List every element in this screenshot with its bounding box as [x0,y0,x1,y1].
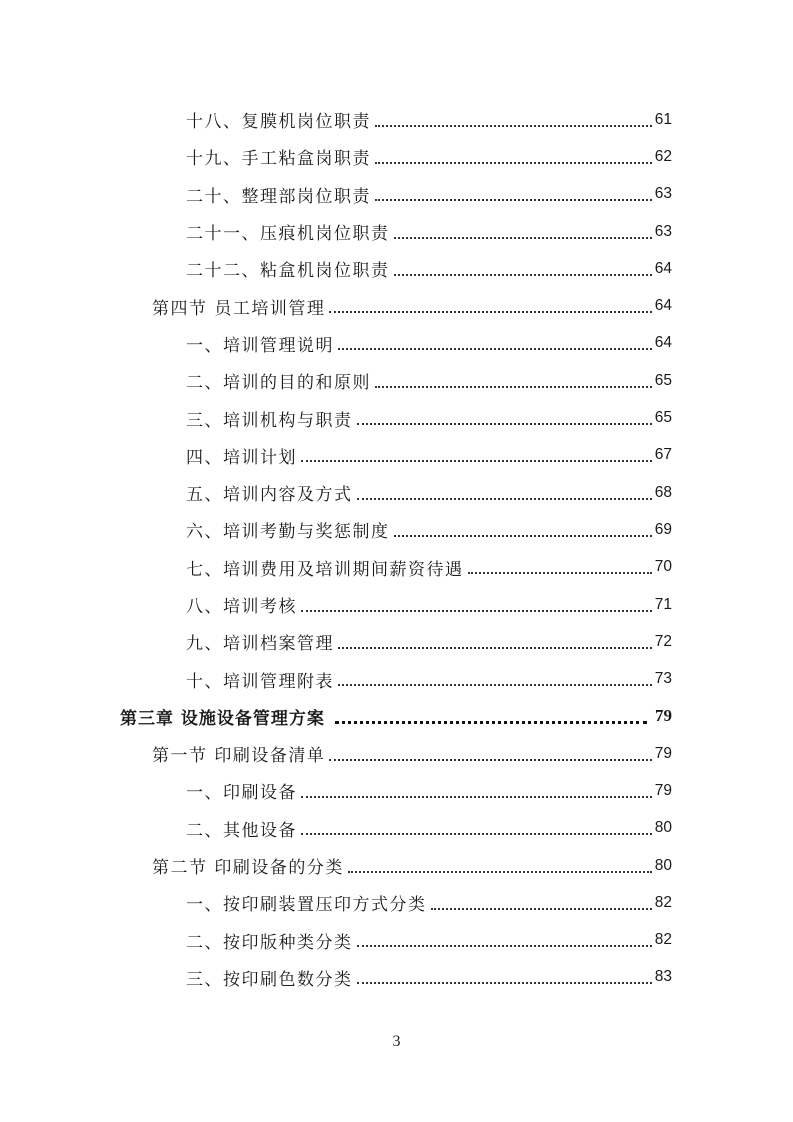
toc-entry-title: 十九、手工粘盒岗职责 [186,149,371,170]
toc-entry-page: 69 [654,520,672,538]
toc-entry-title: 二十二、粘盒机岗位职责 [186,261,390,282]
toc-dot-leader [357,945,652,947]
toc-entry-page: 61 [654,110,672,128]
toc-entry-page: 83 [654,968,672,986]
toc-item-entry[interactable] [0,176,793,213]
toc-entry-title: 第四节 员工培训管理 [152,298,326,319]
table-of-contents [0,101,793,996]
toc-entry-title: 二、培训的目的和原则 [186,373,371,394]
toc-entry-page: 79 [655,706,672,726]
toc-entry-title: 二十、整理部岗位职责 [186,186,371,207]
toc-item-entry[interactable] [0,959,793,996]
toc-entry-title: 五、培训内容及方式 [186,485,353,506]
toc-item-entry[interactable] [0,101,793,138]
toc-entry-title: 第一节 印刷设备清单 [152,746,326,767]
toc-dot-leader [357,498,652,500]
toc-entry-page: 71 [654,595,672,613]
toc-item-entry[interactable] [0,437,793,474]
toc-dot-leader [301,796,652,798]
toc-dot-leader [335,721,647,724]
toc-entry-title: 一、印刷设备 [186,783,297,804]
toc-item-entry[interactable] [0,138,793,175]
toc-entry-title: 二十一、压痕机岗位职责 [186,224,390,245]
toc-item-entry[interactable] [0,772,793,809]
toc-entry-title: 十八、复膜机岗位职责 [186,112,371,133]
toc-dot-leader [338,348,652,350]
toc-entry-title: 三、按印刷色数分类 [186,969,353,990]
toc-entry-page: 70 [654,558,672,576]
toc-entry-page: 64 [654,334,672,352]
toc-entry-title: 十、培训管理附表 [186,671,334,692]
toc-entry-page: 62 [654,147,672,165]
toc-item-entry[interactable] [0,586,793,623]
toc-entry-title: 一、按印刷装置压印方式分类 [186,895,427,916]
toc-dot-leader [329,759,651,761]
toc-chapter-entry[interactable] [0,698,793,735]
toc-dot-leader [394,237,652,239]
toc-dot-leader [375,386,652,388]
toc-item-entry[interactable] [0,884,793,921]
toc-entry-page: 65 [654,409,672,427]
toc-entry-page: 68 [654,483,672,501]
toc-entry-title: 第二节 印刷设备的分类 [152,858,344,879]
toc-entry-title: 一、培训管理说明 [186,335,334,356]
toc-entry-page: 80 [654,856,672,874]
toc-section-entry[interactable] [0,287,793,324]
toc-entry-page: 63 [654,222,672,240]
toc-entry-page: 79 [654,744,672,762]
toc-entry-page: 79 [654,781,672,799]
toc-entry-page: 65 [654,371,672,389]
toc-dot-leader [468,572,652,574]
toc-dot-leader [357,423,652,425]
toc-dot-leader [394,274,652,276]
toc-item-entry[interactable] [0,922,793,959]
toc-entry-page: 64 [654,259,672,277]
toc-entry-title: 三、培训机构与职责 [186,410,353,431]
toc-dot-leader [338,647,652,649]
toc-item-entry[interactable] [0,660,793,697]
toc-dot-leader [394,535,652,537]
toc-entry-page: 72 [654,632,672,650]
toc-item-entry[interactable] [0,810,793,847]
toc-dot-leader [301,833,652,835]
toc-entry-title: 二、按印版种类分类 [186,932,353,953]
toc-entry-title: 九、培训档案管理 [186,634,334,655]
toc-item-entry[interactable] [0,511,793,548]
toc-dot-leader [357,982,652,984]
toc-section-entry[interactable] [0,847,793,884]
toc-dot-leader [301,460,652,462]
toc-entry-title: 四、培训计划 [186,447,297,468]
page-number: 3 [392,1033,401,1050]
toc-dot-leader [375,162,652,164]
toc-dot-leader [338,684,652,686]
toc-entry-page: 82 [654,893,672,911]
toc-dot-leader [431,908,652,910]
toc-entry-page: 67 [654,446,672,464]
toc-item-entry[interactable] [0,399,793,436]
toc-item-entry[interactable] [0,549,793,586]
toc-dot-leader [348,871,652,873]
toc-dot-leader [375,199,652,201]
toc-item-entry[interactable] [0,362,793,399]
toc-entry-page: 82 [654,931,672,949]
toc-entry-page: 64 [654,297,672,315]
toc-entry-title: 二、其他设备 [186,820,297,841]
toc-entry-title: 第三章 设施设备管理方案 [120,708,325,729]
toc-dot-leader [301,610,652,612]
toc-item-entry[interactable] [0,325,793,362]
toc-item-entry[interactable] [0,250,793,287]
toc-entry-page: 73 [654,670,672,688]
toc-item-entry[interactable] [0,623,793,660]
toc-dot-leader [375,125,652,127]
toc-entry-page: 80 [654,819,672,837]
toc-section-entry[interactable] [0,735,793,772]
toc-entry-page: 63 [654,185,672,203]
toc-dot-leader [329,311,651,313]
toc-item-entry[interactable] [0,213,793,250]
toc-entry-title: 八、培训考核 [186,597,297,617]
toc-item-entry[interactable] [0,474,793,511]
toc-entry-title: 七、培训费用及培训期间薪资待遇 [186,559,464,580]
toc-entry-title: 六、培训考勤与奖惩制度 [186,522,390,543]
